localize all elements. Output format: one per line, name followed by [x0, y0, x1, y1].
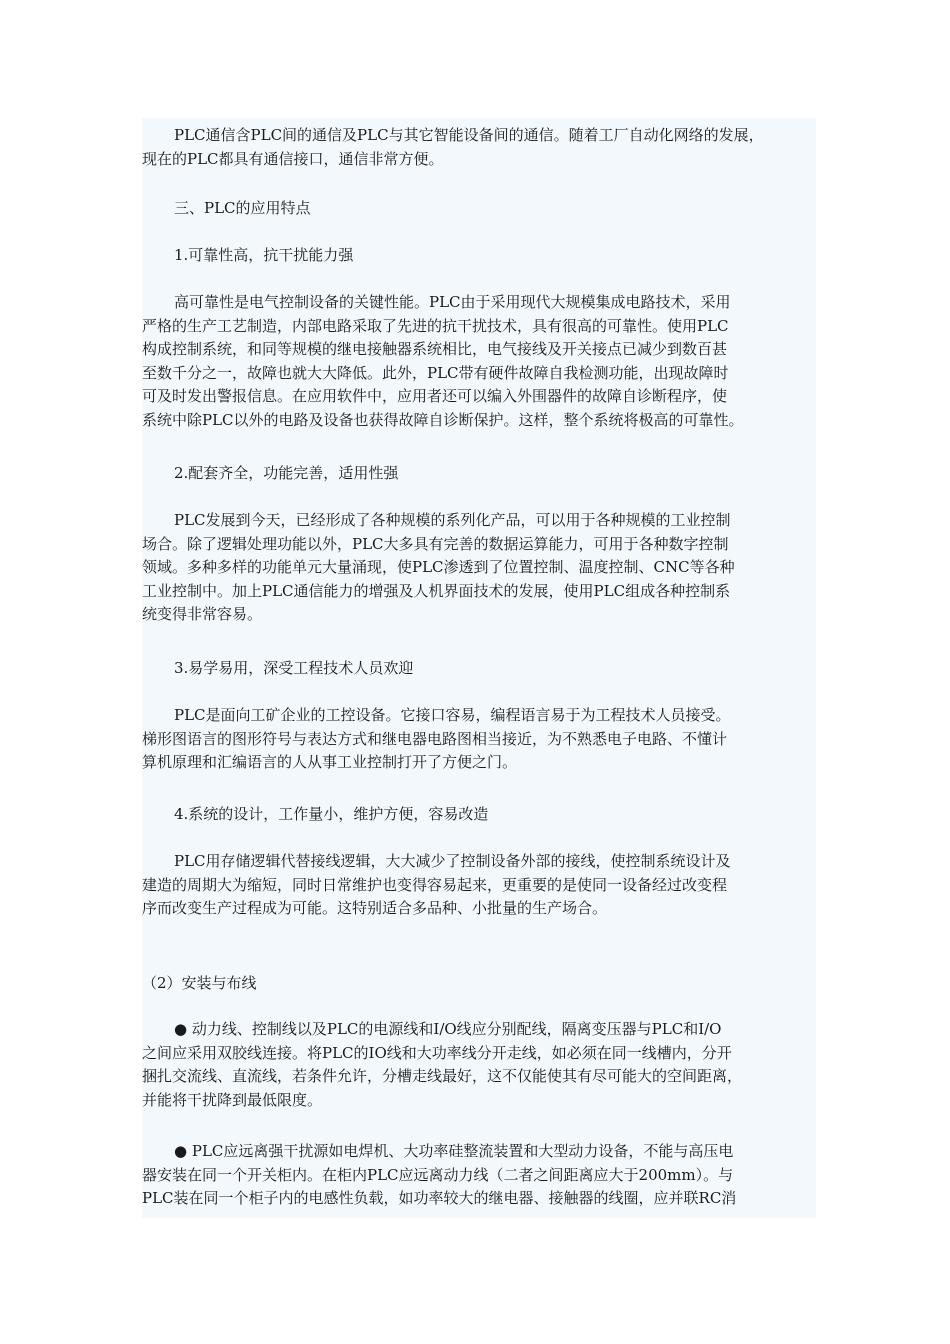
paragraph-system-design [142, 850, 812, 921]
text-line: 工业控制中。加上PLC通信能力的增强及人机界面技术的发展，使用PLC组成各种控制系 [142, 581, 731, 600]
text-line: 场合。除了逻辑处理功能以外，PLC大多具有完善的数据运算能力，可用于各种数字控制 [142, 534, 729, 553]
text-line: 严格的生产工艺制造，内部电路采取了先进的抗干扰技术，具有很高的可靠性。使用PLC [142, 316, 729, 335]
section-heading-application-features: 三、PLC的应用特点 [174, 199, 311, 217]
bullet-paragraph-wiring [142, 1018, 812, 1112]
subheading-easy-to-learn: 3.易学易用，深受工程技术人员欢迎 [174, 659, 414, 677]
text-line: 器安装在同一个开关柜内。在柜内PLC应远离动力线（二者之间距离应大于200mm）。与 [142, 1165, 734, 1184]
text-line: ● 动力线、控制线以及PLC的电源线和I/O线应分别配线，隔离变压器与PLC和I/O [174, 1020, 722, 1038]
text-line: ● PLC应远离强干扰源如电焊机、大功率硅整流装置和大型动力设备，不能与高压电 [174, 1142, 734, 1160]
text-line: 统变得非常容易。 [142, 605, 263, 623]
text-line: PLC发展到今天，已经形成了各种规模的系列化产品，可以用于各种规模的工业控制 [174, 511, 731, 529]
subheading-completeness: 2.配套齐全，功能完善，适用性强 [174, 464, 399, 482]
text-line: 系统中除PLC以外的电路及设备也获得故障自诊断保护。这样，整个系统将极高的可靠性。 [142, 410, 744, 429]
paragraph-plc-communication [142, 124, 812, 171]
text-line: 梯形图语言的图形符号与表达方式和继电器电路图相当接近，为不熟悉电子电路、不懂计 [142, 729, 728, 748]
text-line: 构成控制系统，和同等规模的继电接触器系统相比，电气接线及开关接点已减少到数百甚 [142, 340, 728, 358]
paragraph-easy-to-learn [142, 704, 812, 775]
text-line: 至数千分之一，故障也就大大降低。此外，PLC带有硬件故障自我检测功能，出现故障时 [142, 363, 729, 382]
heading-installation-wiring: （2）安装与布线 [142, 974, 257, 992]
text-line: 高可靠性是电气控制设备的关键性能。PLC由于采用现代大规模集成电路技术，采用 [174, 293, 731, 311]
text-line: 可及时发出警报信息。在应用软件中，应用者还可以编入外围器件的故障自诊断程序，使 [142, 387, 728, 405]
text-line: 并能将干扰降到最低限度。 [142, 1090, 323, 1109]
paragraph-reliability [142, 291, 812, 432]
text-line: 捆扎交流线、直流线，若条件允许，分槽走线最好，这不仅能使其有尽可能大的空间距离， [142, 1067, 743, 1085]
text-line: 算机原理和汇编语言的人从事工业控制打开了方便之门。 [142, 753, 518, 771]
subheading-reliability: 1.可靠性高，抗干扰能力强 [174, 246, 354, 264]
paragraph-completeness [142, 509, 812, 627]
text-line: 领域。多种多样的功能单元大量涌现，使PLC渗透到了位置控制、温度控制、CNC等各种 [142, 558, 735, 576]
text-line: PLC通信含PLC间的通信及PLC与其它智能设备间的通信。随着工厂自动化网络的发展， [174, 126, 764, 144]
text-line: 序而改变生产过程成为可能。这特别适合多品种、小批量的生产场合。 [142, 899, 608, 917]
text-line: PLC是面向工矿企业的工控设备。它接口容易，编程语言易于为工程技术人员接受。 [174, 706, 731, 724]
text-line: 现在的PLC都具有通信接口，通信非常方便。 [142, 149, 444, 168]
text-line: 建造的周期大为缩短，同时日常维护也变得容易起来，更重要的是使同一设备经过改变程 [142, 875, 728, 894]
text-line: PLC装在同一个柜子内的电感性负载，如功率较大的继电器、接触器的线圈，应并联RC消 [142, 1189, 737, 1207]
bullet-paragraph-interference [142, 1140, 812, 1211]
text-line: 之间应采用双胶线连接。将PLC的IO线和大功率线分开走线，如必须在同一线槽内，分开 [142, 1043, 732, 1062]
text-line: PLC用存储逻辑代替接线逻辑，大大减少了控制设备外部的接线，使控制系统设计及 [174, 852, 731, 870]
subheading-system-design: 4.系统的设计，工作量小，维护方便，容易改造 [174, 805, 489, 823]
